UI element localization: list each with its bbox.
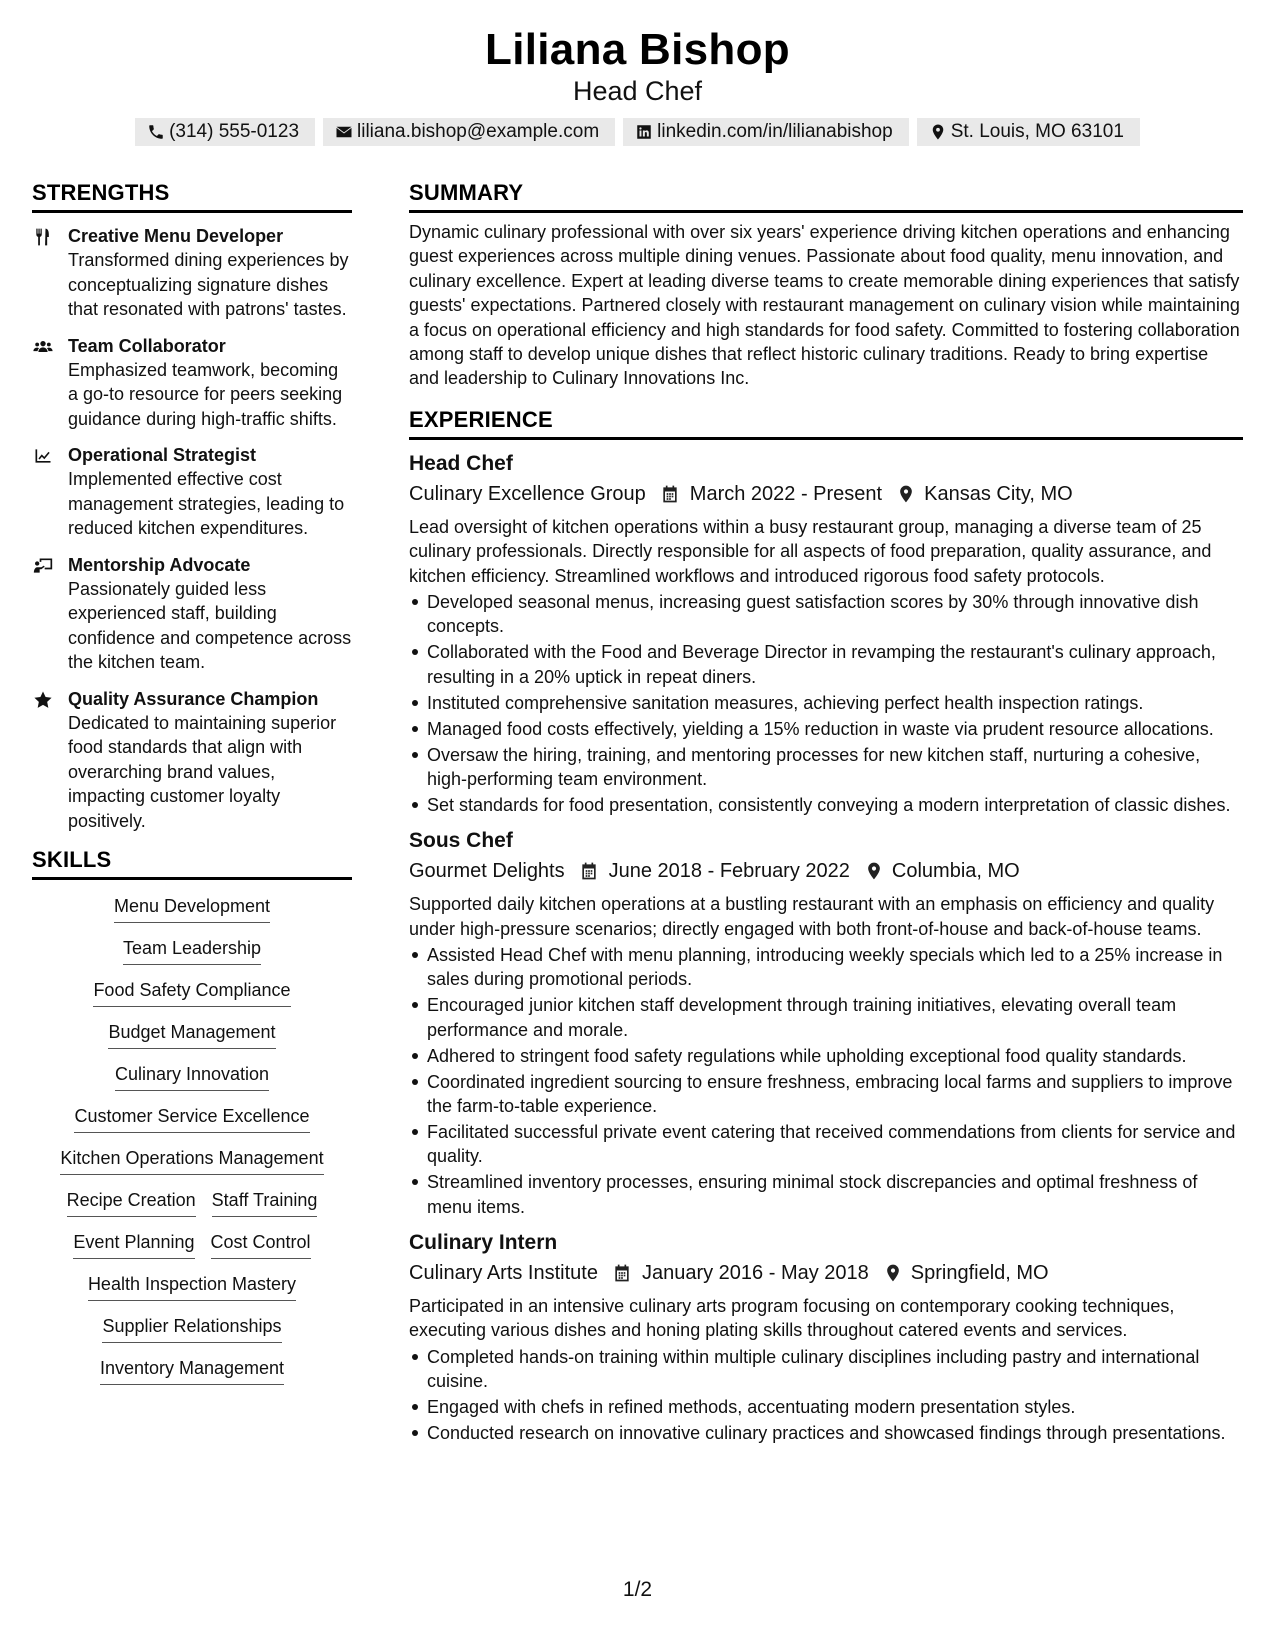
strength-title: Creative Menu Developer: [68, 226, 284, 246]
strength-item: [32, 224, 352, 322]
bullet-item: Facilitated successful private event catering that received commendations from clients for service and quality.: [409, 1120, 1243, 1169]
strength-item: [32, 443, 352, 541]
job-dates: June 2018 - February 2022: [608, 860, 850, 883]
email-text: liliana.bishop@example.com: [357, 121, 600, 142]
skill-tag: Team Leadership: [123, 936, 261, 965]
strength-desc: Transformed dining experiences by conceptualizing signature dishes that resonated with patrons' tastes.: [68, 250, 349, 319]
contact-linkedin[interactable]: [623, 118, 909, 146]
candidate-role: Head Chef: [572, 76, 703, 106]
skill-tag: Food Safety Compliance: [93, 978, 290, 1007]
strength-desc: Emphasized teamwork, becoming a go-to resource for peers seeking guidance during high-traffic shifts.: [68, 359, 343, 429]
contact-location: [917, 118, 1140, 146]
job-location: Columbia, MO: [891, 860, 1020, 883]
job-description: Participated in an intensive culinary arts program focusing on contemporary cooking techniques, executing various dishes and honing plating skills throughout catered events and services.: [409, 1296, 1175, 1341]
location-text: St. Louis, MO 63101: [950, 121, 1124, 142]
bullet-item: Engaged with chefs in refined methods, accentuating modern presentation styles.: [409, 1395, 1243, 1419]
skill-tag: Supplier Relationships: [102, 1314, 281, 1343]
phone-icon: [147, 123, 165, 141]
job-bullets: [409, 943, 1243, 1219]
strengths-heading: STRENGTHS: [32, 178, 352, 213]
skill-tag: Recipe Creation: [67, 1188, 196, 1217]
bullet-item: Set standards for food presentation, consistently conveying a modern interpretation of classic dishes.: [409, 793, 1243, 817]
left-column: [32, 178, 352, 1385]
bullet-item: Oversaw the hiring, training, and mentoring processes for new kitchen staff, nurturing a cohesive, high-performing team environment.: [409, 743, 1243, 792]
chart-line-icon: [32, 446, 54, 466]
strength-desc: Dedicated to maintaining superior food standards that align with overarching brand values, impacting customer loyalty positively.: [68, 712, 337, 831]
skill-tag: Staff Training: [212, 1188, 318, 1217]
bullet-item: Developed seasonal menus, increasing guest satisfaction scores by 30% through innovative dish concepts.: [409, 590, 1243, 639]
job-title: Sous Chef: [409, 829, 513, 853]
contact-email[interactable]: [323, 118, 615, 146]
experience-section: [409, 405, 1243, 1446]
strength-title: Quality Assurance Champion: [68, 688, 319, 709]
job-bullets: [409, 1345, 1243, 1446]
envelope-icon: [335, 123, 353, 141]
strength-item: [32, 687, 352, 834]
bullet-item: Encouraged junior kitchen staff development through training initiatives, elevating overall team performance and morale.: [409, 993, 1243, 1042]
job-description: Lead oversight of kitchen operations within a busy restaurant group, managing a diverse team of 25 culinary professionals. Directly responsible for all aspects of food preparation, quality assurance, and kitchen efficiency. Streamlined workflows and introduced rigorous food safety protocols.: [409, 516, 1212, 586]
bullet-item: Coordinated ingredient sourcing to ensure freshness, embracing local farms and suppliers to improve the farm-to-table experience.: [409, 1070, 1243, 1119]
job-meta: [409, 1259, 1243, 1287]
job-title: Culinary Intern: [409, 1231, 558, 1254]
skill-tag: Health Inspection Mastery: [88, 1272, 296, 1301]
strength-title: Team Collaborator: [68, 335, 226, 356]
job-location: Springfield, MO: [910, 1262, 1049, 1284]
job-dates: January 2016 - May 2018: [641, 1262, 869, 1284]
job-company: Culinary Arts Institute: [409, 1262, 598, 1284]
job-entry: [409, 1229, 1243, 1445]
teacher-icon: [32, 556, 54, 576]
calendar-icon: [612, 1263, 632, 1283]
strength-item: [32, 334, 352, 432]
users-icon: [32, 337, 54, 357]
skill-tag: Kitchen Operations Management: [60, 1146, 323, 1175]
strengths-list: [32, 224, 352, 833]
skill-tag: Cost Control: [211, 1230, 311, 1259]
map-pin-icon: [883, 1263, 903, 1283]
contact-phone[interactable]: [135, 118, 315, 146]
job-dates: March 2022 - Present: [689, 482, 883, 505]
bullet-item: Assisted Head Chef with menu planning, introducing weekly specials which led to a 25% increase in sales during promotional periods.: [409, 943, 1243, 992]
summary-section: [409, 178, 1243, 391]
summary-text: Dynamic culinary professional with over six years' experience driving kitchen operations and enhancing guest experiences across multiple dining venues. Passionate about food quality, menu innovation, and culinary excellence. Expert at leading diverse teams to create memorable dining experiences that satisfy guests' expectations. Partnered closely with restaurant management on culinary vision while maintaining a focus on operational efficiency and high standards for food safety. Committed to fostering collaboration among staff to develop unique dishes that reflect historic culinary traditions. Ready to bring expertise and leadership to Culinary Innovations Inc.: [409, 222, 1240, 389]
star-icon: [32, 690, 54, 710]
phone-text: (314) 555-0123: [169, 121, 300, 142]
candidate-name: Liliana Bishop: [485, 25, 790, 74]
strengths-section: [32, 178, 352, 833]
map-pin-icon: [929, 123, 947, 141]
job-meta: [409, 480, 1243, 508]
skill-tag: Budget Management: [108, 1020, 275, 1049]
job-bullets: [409, 590, 1243, 817]
job-meta: [409, 857, 1243, 885]
utensils-icon: [32, 227, 54, 247]
skills-section: [32, 845, 352, 1385]
skill-tag: Culinary Innovation: [115, 1062, 269, 1091]
bullet-item: Collaborated with the Food and Beverage Director in revamping the restaurant's culinary approach, resulting in a 20% uptick in repeat diners.: [409, 640, 1243, 689]
job-company: Culinary Excellence Group: [409, 482, 646, 505]
calendar-icon: [660, 484, 680, 504]
summary-heading: SUMMARY: [409, 178, 1243, 213]
bullet-item: Conducted research on innovative culinary practices and showcased findings through presentations.: [409, 1421, 1243, 1445]
skill-tag: Customer Service Excellence: [74, 1104, 309, 1133]
calendar-icon: [579, 861, 599, 881]
job-description: Supported daily kitchen operations at a bustling restaurant with an emphasis on efficiency and quality under high-pressure scenarios; directly engaged with both front-of-house and back-of-house teams.: [409, 894, 1215, 939]
job-location: Kansas City, MO: [924, 482, 1073, 505]
job-entry: [409, 450, 1243, 817]
linkedin-icon: [635, 123, 653, 141]
map-pin-icon: [896, 484, 916, 504]
bullet-item: Streamlined inventory processes, ensuring minimal stock discrepancies and optimal freshness of menu items.: [409, 1170, 1243, 1219]
experience-heading: EXPERIENCE: [409, 405, 1243, 440]
job-company: Gourmet Delights: [409, 860, 565, 883]
job-entry: [409, 827, 1243, 1219]
skill-tag: Menu Development: [114, 894, 270, 923]
contact-bar: [0, 118, 1275, 146]
skill-tag: Event Planning: [73, 1230, 194, 1259]
bullet-item: Managed food costs effectively, yielding a 15% reduction in waste via prudent resource allocations.: [409, 717, 1243, 741]
strength-title: Operational Strategist: [68, 445, 257, 465]
bullet-item: Instituted comprehensive sanitation measures, achieving perfect health inspection ratings.: [409, 691, 1243, 715]
right-column: [409, 178, 1243, 1447]
bullet-item: Adhered to stringent food safety regulations while upholding exceptional food quality standards.: [409, 1044, 1243, 1068]
strength-desc: Passionately guided less experienced staff, building confidence and competence across the kitchen team.: [68, 578, 352, 672]
resume-header: [0, 24, 1275, 146]
strength-title: Mentorship Advocate: [68, 554, 251, 575]
strength-desc: Implemented effective cost management strategies, leading to reduced kitchen expenditures.: [68, 469, 345, 538]
strength-item: [32, 553, 352, 675]
page-number: 1/2: [622, 1578, 653, 1601]
job-title: Head Chef: [409, 451, 513, 475]
skills-list: [32, 894, 352, 1385]
linkedin-text: linkedin.com/in/lilianabishop: [657, 121, 893, 142]
bullet-item: Completed hands-on training within multiple culinary disciplines including pastry and international cuisine.: [409, 1345, 1243, 1394]
skill-tag: Inventory Management: [100, 1356, 284, 1385]
map-pin-icon: [864, 861, 884, 881]
skills-heading: SKILLS: [32, 845, 352, 880]
